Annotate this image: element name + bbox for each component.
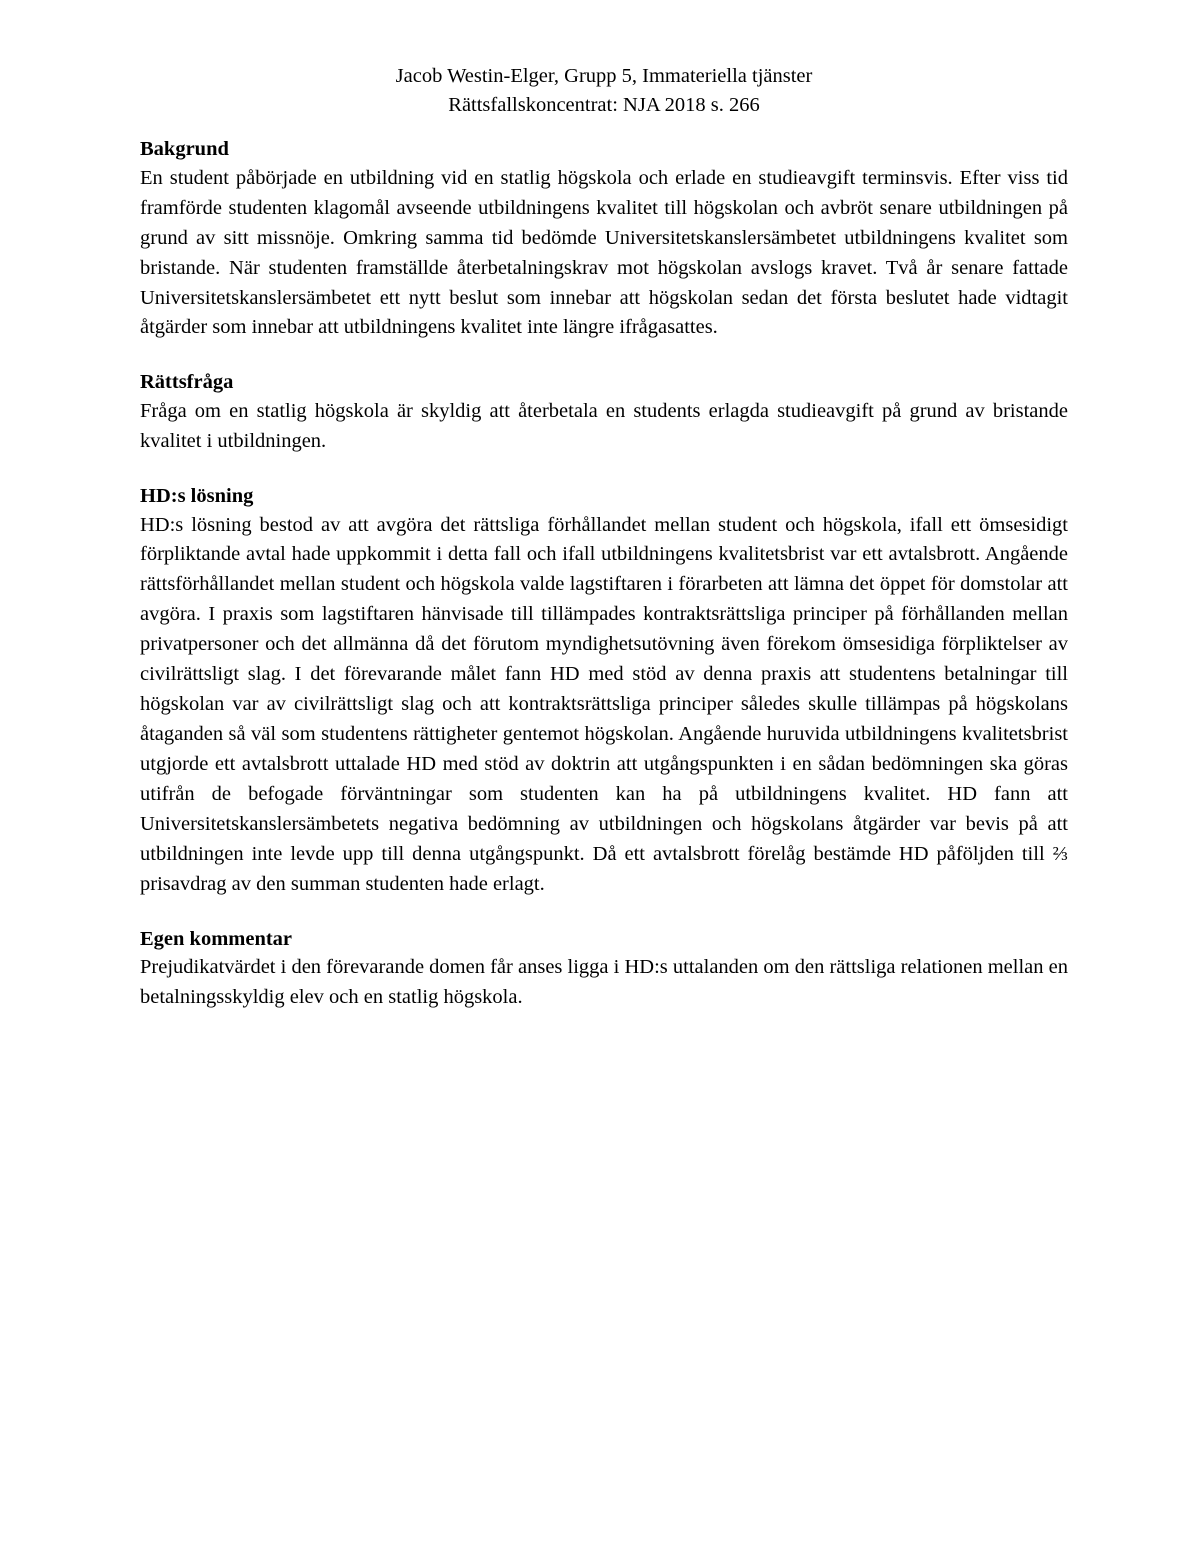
section-heading-bakgrund: Bakgrund	[140, 138, 229, 161]
section-heading-hd-losning: HD:s lösning	[140, 484, 254, 507]
paragraph-rattsfraga: Fråga om en statlig högskola är skyldig att återbetala en students erlagda studieavgift på grund av bristande kvalitet i utbildningen.	[140, 400, 1068, 452]
section-body-rattsfraga	[140, 397, 1068, 457]
header-line-case: Rättsfallskoncentrat: NJA 2018 s. 266	[448, 94, 760, 117]
section-body-egen-kommentar	[140, 953, 1068, 1013]
header-line-author: Jacob Westin-Elger, Grupp 5, Immateriella tjänster	[395, 65, 813, 87]
paragraph-bakgrund: En student påbörjade en utbildning vid en statlig högskola och erlade en studieavgift terminsvis. Efter viss tid framförde studenten klagomål avseende utbildningens kvalitet till högskolan och avbröt senare utbildningen på grund av sitt missnöje. Omkring samma tid bedömde Universitetskanslersämbetet utbildningens kvalitet som bristande. När studenten framställde återbetalningskrav mot högskolan avslogs kravet. Två år senare fattade Universitetskanslersämbetet ett nytt beslut som innebar att högskolan sedan det första beslutet hade vidtagit åtgärder som innebar att utbildningens kvalitet inte längre ifrågasattes.	[140, 166, 1068, 339]
document-header	[140, 62, 1068, 120]
paragraph-egen-kommentar: Prejudikatvärdet i den förevarande domen får anses ligga i HD:s uttalanden om den rättsliga relationen mellan en betalningsskyldig elev och en statlig högskola.	[140, 956, 1068, 1009]
section-body-bakgrund	[140, 164, 1068, 344]
section-body-hd-losning	[140, 511, 1068, 900]
paragraph-hd-losning: HD:s lösning bestod av att avgöra det rättsliga förhållandet mellan student och högskola, ifall ett ömsesidigt förpliktande avtal hade uppkommit i detta fall och ifall utbildningens kvalitetsbrist var ett avtalsbrott. Angående rättsförhållandet mellan student och högskola valde lagstiftaren i förarbeten att lämna det öppet för domstolar att avgöra. I praxis som lagstiftaren hänvisade till tillämpades kontraktsrättsliga principer på förhållanden mellan privatpersoner och det allmänna då det förutom myndighetsutövning även förekom ömsesidiga förpliktelser av civilrättsligt slag. I det förevarande målet fann HD med stöd av denna praxis att studentens betalningar till högskolan var av civilrättsligt slag och att kontraktsrättsliga principer således skulle tillämpas på högskolans åtaganden så väl som studentens rättigheter gentemot högskolan. Angående huruvida utbildningens kvalitetsbrist utgjorde ett avtalsbrott uttalade HD med stöd av doktrin att utgångspunkten i en sådan bedömningen ska göras utifrån de befogade förväntningar som studenten kan ha på utbildningens kvalitet. HD fann att Universitetskanslersämbetets negativa bedömning av utbildningen och högskolans åtgärder var bevis på att utbildningen inte levde upp till denna utgångspunkt. Då ett avtalsbrott förelåg bestämde HD påföljden till ⅔ prisavdrag av den summan studenten hade erlagt.	[140, 513, 1068, 895]
section-hd-losning	[140, 483, 1068, 900]
section-heading-rattsfraga: Rättsfråga	[140, 371, 234, 394]
section-heading-egen-kommentar: Egen kommentar	[140, 927, 293, 950]
section-bakgrund	[140, 136, 1068, 343]
section-egen-kommentar	[140, 926, 1068, 1013]
section-rattsfraga	[140, 369, 1068, 456]
